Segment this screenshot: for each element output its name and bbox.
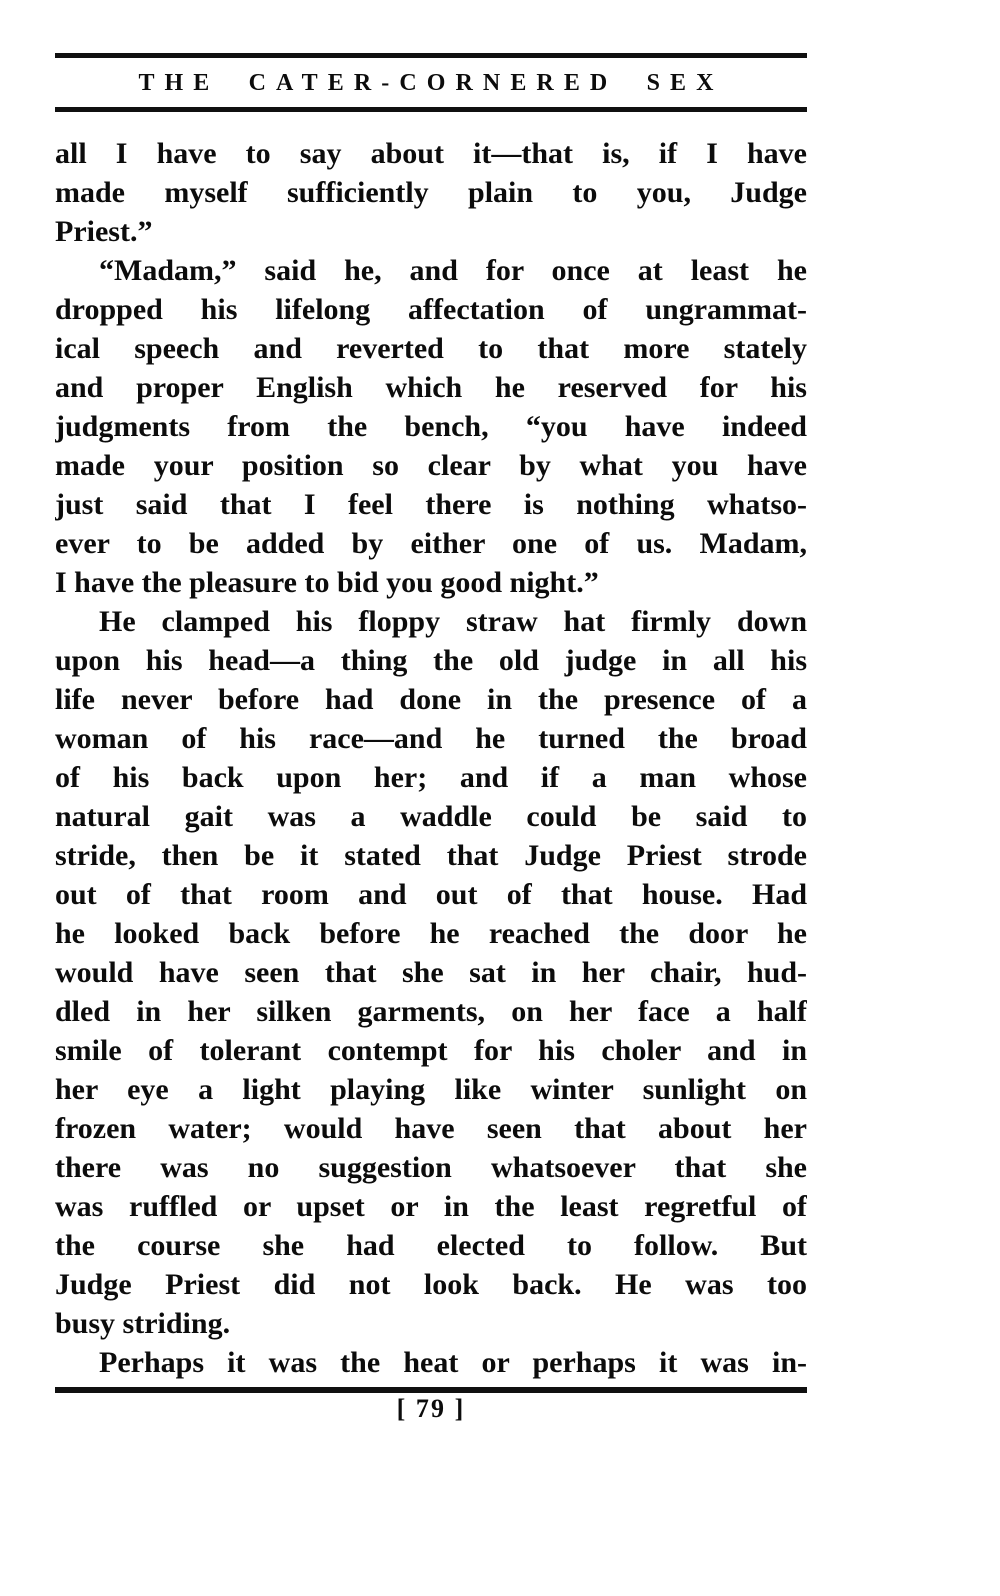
text-line: the course she had elected to follow. But <box>55 1229 807 1262</box>
text-line: her eye a light playing like winter sunlight on <box>55 1073 807 1106</box>
text-line: made your position so clear by what you have <box>55 449 807 482</box>
header-rule-top <box>55 53 807 58</box>
text-line: just said that I feel there is nothing whatso- <box>55 488 807 521</box>
text-line: I have the pleasure to bid you good night.” <box>55 566 599 599</box>
text-line: and proper English which he reserved for his <box>55 371 807 404</box>
text-line: Priest.” <box>55 215 153 248</box>
text-line: frozen water; would have seen that about her <box>55 1112 807 1145</box>
text-line: “Madam,” said he, and for once at least he <box>99 254 807 287</box>
text-line: woman of his race—and he turned the broad <box>55 722 807 755</box>
body-text <box>55 134 807 1382</box>
text-line: Judge Priest did not look back. He was too <box>55 1268 807 1301</box>
text-line: dled in her silken garments, on her face a half <box>55 995 807 1028</box>
text-line: ever to be added by either one of us. Madam, <box>55 527 807 560</box>
text-line: life never before had done in the presence of a <box>55 683 807 716</box>
text-line: busy striding. <box>55 1307 231 1340</box>
text-line: would have seen that she sat in her chair, hud- <box>55 956 807 989</box>
footer-rule <box>55 1387 807 1393</box>
text-line: he looked back before he reached the door he <box>55 917 807 950</box>
text-line: made myself sufficiently plain to you, Judge <box>55 176 807 209</box>
header-rule-bottom <box>55 107 807 112</box>
page-number: [ 79 ] <box>396 1394 466 1423</box>
text-line: judgments from the bench, “you have indeed <box>55 410 807 443</box>
text-line: out of that room and out of that house. Had <box>55 878 807 911</box>
text-line: was ruffled or upset or in the least regretful of <box>55 1190 807 1223</box>
text-line: ical speech and reverted to that more stately <box>55 332 807 365</box>
text-line: natural gait was a waddle could be said to <box>55 800 807 833</box>
text-line: He clamped his floppy straw hat firmly down <box>99 605 807 638</box>
text-line: all I have to say about it—that is, if I have <box>55 137 807 170</box>
text-line: upon his head—a thing the old judge in all his <box>55 644 807 677</box>
text-line: of his back upon her; and if a man whose <box>55 761 807 794</box>
running-header-title: THE CATER-CORNERED SEX <box>138 70 724 96</box>
text-line: smile of tolerant contempt for his choler and in <box>55 1034 807 1067</box>
text-line: there was no suggestion whatsoever that she <box>55 1151 807 1184</box>
text-line: dropped his lifelong affectation of ungrammat- <box>55 293 807 326</box>
text-line: Perhaps it was the heat or perhaps it was in- <box>99 1346 807 1379</box>
text-line: stride, then be it stated that Judge Priest strode <box>55 839 807 872</box>
